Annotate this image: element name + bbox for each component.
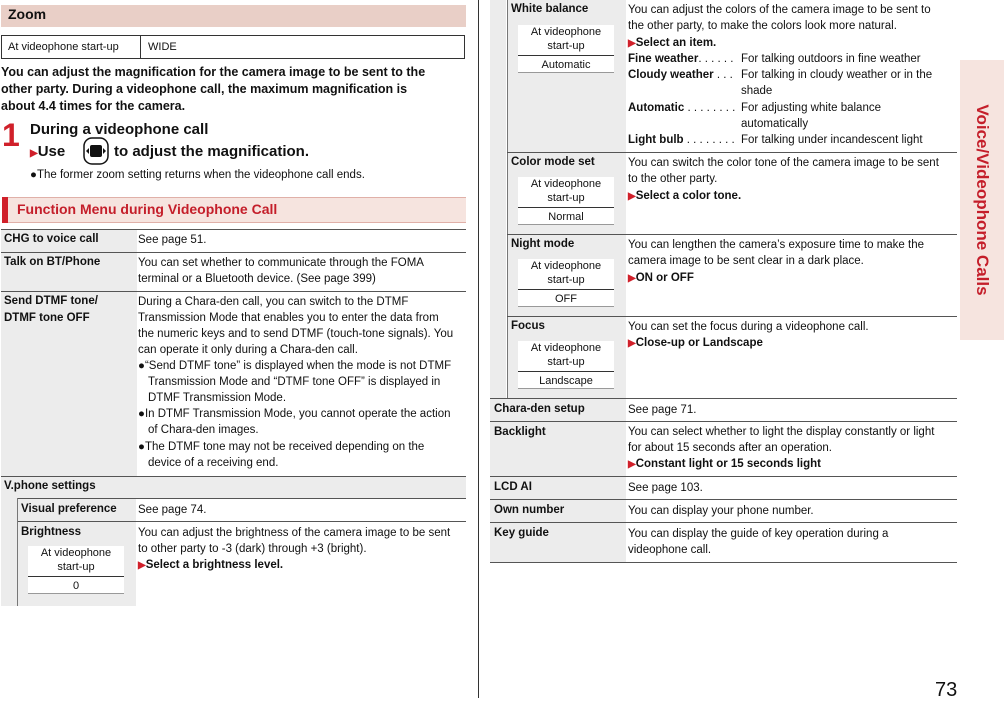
row-desc: for about 15 seconds after an operation. bbox=[628, 442, 832, 454]
row-desc: See page 51. bbox=[138, 234, 207, 246]
row-label-focus: Focus bbox=[511, 320, 545, 332]
indent-shade bbox=[490, 0, 506, 398]
row-label-own-number: Own number bbox=[494, 504, 565, 516]
startup-default-value: OFF bbox=[518, 290, 614, 307]
chapter-title: Voice/Videophone Calls bbox=[973, 104, 992, 296]
indent-shade bbox=[1, 498, 17, 606]
row-label-white-balance: White balance bbox=[511, 3, 589, 15]
bullet-item: ●The DTMF tone may not be received depending on the bbox=[138, 441, 425, 453]
startup-default-box: At videophone start-up Landscape bbox=[518, 341, 614, 389]
row-label-lcd-ai: LCD AI bbox=[494, 481, 532, 493]
row-desc: DTMF Transmission Mode. bbox=[148, 392, 287, 404]
zoom-default-value: WIDE bbox=[148, 41, 177, 53]
option-desc: For talking outdoors in fine weather bbox=[741, 53, 921, 65]
option-item: Fine weather. . . . . . bbox=[628, 53, 734, 65]
startup-default-value: 0 bbox=[28, 577, 124, 594]
action-text: ▶Select a brightness level. bbox=[138, 559, 284, 571]
row-desc: device of a receiving end. bbox=[148, 457, 279, 469]
navigation-key-icon bbox=[83, 137, 109, 165]
row-label-backlight: Backlight bbox=[494, 426, 546, 438]
intro-line: about 4.4 times for the camera. bbox=[1, 99, 186, 113]
row-label-send-dtmf: DTMF tone OFF bbox=[4, 312, 90, 324]
option-desc: For talking under incandescent light bbox=[741, 134, 923, 146]
action-text: ▶Close-up or Landscape bbox=[628, 337, 763, 349]
zoom-default-label: At videophone start-up bbox=[8, 41, 119, 53]
row-desc: Transmission Mode that enables you to enter the data from bbox=[138, 312, 439, 324]
option-desc: automatically bbox=[741, 118, 809, 130]
zoom-default-table bbox=[1, 35, 465, 59]
startup-default-value: Landscape bbox=[518, 372, 614, 389]
action-text: ▶ON or OFF bbox=[628, 272, 694, 284]
intro-line: other party. During a videophone call, the maximum magnification is bbox=[1, 82, 408, 96]
function-menu-header-marker bbox=[2, 197, 8, 223]
startup-default-box: At videophone start-up OFF bbox=[518, 259, 614, 307]
row-label-talk-on-bt: Talk on BT/Phone bbox=[4, 256, 101, 268]
row-desc: Transmission Mode and “DTMF tone OFF” is displayed in bbox=[148, 376, 441, 388]
step-line: During a videophone call bbox=[30, 121, 209, 138]
function-menu-title: Function Menu during Videophone Call bbox=[17, 201, 278, 217]
option-desc: For adjusting white balance bbox=[741, 102, 881, 114]
row-desc: to the other party. bbox=[628, 173, 718, 185]
step-line: to adjust the magnification. bbox=[114, 143, 310, 160]
intro-line: You can adjust the magnification for the camera image to be sent to the bbox=[1, 65, 426, 79]
row-label-brightness: Brightness bbox=[21, 526, 82, 538]
section-header-bar bbox=[1, 5, 466, 27]
option-item: Automatic . . . . . . . . bbox=[628, 102, 736, 114]
option-item: Light bulb . . . . . . . . bbox=[628, 134, 735, 146]
row-desc: See page 71. bbox=[628, 404, 697, 416]
row-desc: You can set the focus during a videophone call. bbox=[628, 321, 869, 333]
row-desc: You can switch the color tone of the camera image to be sent bbox=[628, 157, 939, 169]
startup-default-box: At videophone start-up Automatic bbox=[518, 25, 614, 73]
row-desc: the other party, to make the colors look more natural. bbox=[628, 20, 897, 32]
option-desc: shade bbox=[741, 85, 773, 97]
row-desc: See page 74. bbox=[138, 504, 207, 516]
row-label-key-guide: Key guide bbox=[494, 527, 549, 539]
row-desc: videophone call. bbox=[628, 544, 712, 556]
row-desc: You can display the guide of key operation during a bbox=[628, 528, 889, 540]
column-divider bbox=[478, 0, 479, 698]
row-desc: During a Chara-den call, you can switch to the DTMF bbox=[138, 296, 409, 308]
action-text: ▶Constant light or 15 seconds light bbox=[628, 458, 821, 470]
page-number: 73 bbox=[935, 679, 958, 701]
startup-default-value: Automatic bbox=[518, 56, 614, 73]
startup-default-value: Normal bbox=[518, 208, 614, 225]
startup-default-box: At videophone start-up 0 bbox=[28, 546, 124, 594]
option-desc: For talking in cloudy weather or in the bbox=[741, 69, 933, 81]
step-number: 1 bbox=[2, 117, 20, 153]
row-label-chg-voice-call: CHG to voice call bbox=[4, 233, 99, 245]
row-label-send-dtmf: Send DTMF tone/ bbox=[4, 295, 98, 307]
row-label-vphone-settings: V.phone settings bbox=[4, 480, 96, 492]
row-label-night-mode: Night mode bbox=[511, 238, 575, 250]
row-desc: You can lengthen the camera’s exposure time to make the bbox=[628, 239, 924, 251]
row-desc: camera image to be sent clear in a dark place. bbox=[628, 255, 864, 267]
bullet-item: ●“Send DTMF tone” is displayed when the mode is not DTMF bbox=[138, 360, 452, 372]
action-text: ▶Select a color tone. bbox=[628, 190, 742, 202]
row-label-chara-den-setup: Chara-den setup bbox=[494, 403, 585, 415]
row-desc: to other party to -3 (dark) through +3 (bright). bbox=[138, 543, 367, 555]
row-desc: can operate it only during a Chara-den call. bbox=[138, 344, 358, 356]
step-line: ▶Use bbox=[30, 143, 66, 160]
row-desc: of Chara-den images. bbox=[148, 424, 259, 436]
row-label-color-mode: Color mode set bbox=[511, 156, 595, 168]
arrow-icon: ▶ bbox=[30, 148, 38, 159]
row-desc: See page 103. bbox=[628, 482, 703, 494]
row-desc: You can adjust the brightness of the camera image to be sent bbox=[138, 527, 451, 539]
row-label-visual-preference: Visual preference bbox=[21, 503, 117, 515]
option-item: Cloudy weather . . . bbox=[628, 69, 733, 81]
section-title: Zoom bbox=[8, 6, 47, 22]
action-text: ▶Select an item. bbox=[628, 37, 717, 49]
startup-default-box: At videophone start-up Normal bbox=[518, 177, 614, 225]
row-desc: terminal or a Bluetooth device. (See page 399) bbox=[138, 273, 376, 285]
row-desc: the numeric keys and to send DTMF (touch-tone signals). You bbox=[138, 328, 454, 340]
row-desc: You can display your phone number. bbox=[628, 505, 814, 517]
bullet-item: ●In DTMF Transmission Mode, you cannot operate the action bbox=[138, 408, 451, 420]
row-desc: You can adjust the colors of the camera image to be sent to bbox=[628, 4, 931, 16]
step-note: ●The former zoom setting returns when the videophone call ends. bbox=[30, 169, 365, 181]
row-desc: You can select whether to light the display constantly or light bbox=[628, 426, 935, 438]
row-desc: You can set whether to communicate through the FOMA bbox=[138, 257, 424, 269]
